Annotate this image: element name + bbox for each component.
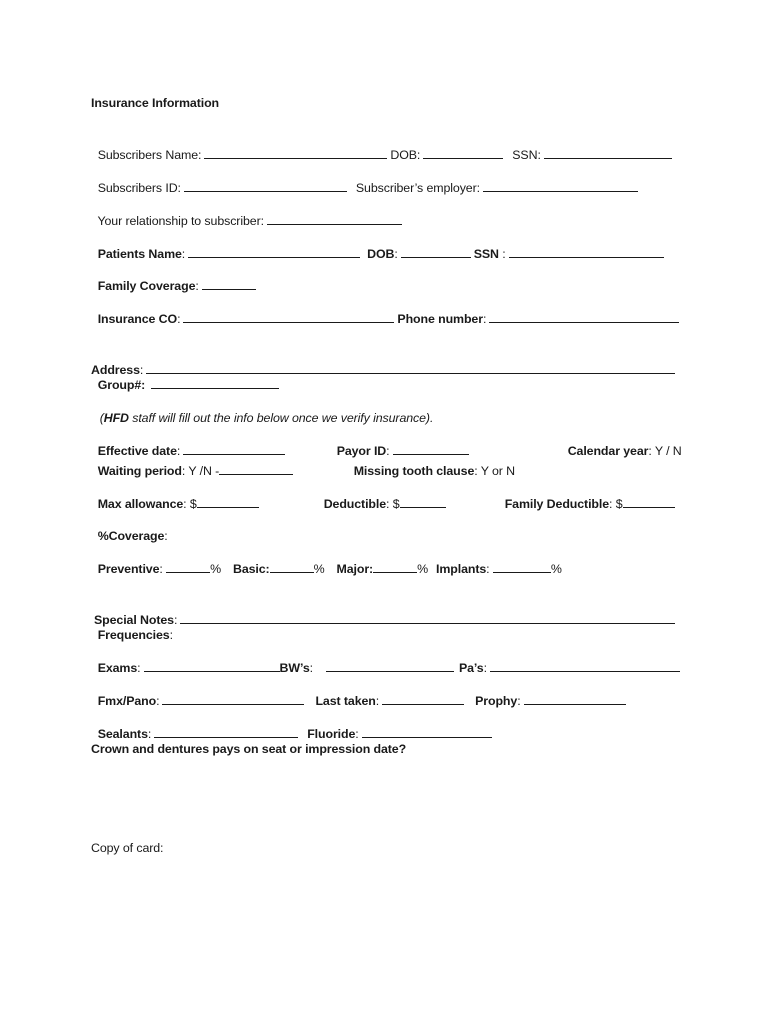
staff-note: (HFD staff will fill out the info below once we verify insurance).: [99, 411, 434, 425]
patient-ssn-field[interactable]: [509, 245, 664, 258]
subscribers-id-label: Subscribers ID:: [97, 181, 181, 195]
fmx-pano-field[interactable]: [162, 692, 304, 705]
patients-name-label: Patients Name: [97, 247, 182, 261]
major-field[interactable]: [373, 560, 417, 573]
max-allowance-group: Max allowance: $: [91, 477, 262, 495]
patient-row: Patients Name: DOB: SSN :: [91, 227, 675, 245]
deductible-group: Deductible: $: [317, 477, 449, 495]
pas-field[interactable]: [490, 659, 680, 672]
deductible-field[interactable]: [400, 495, 446, 508]
basic-label: Basic:: [232, 562, 270, 576]
max-allowance-field[interactable]: [197, 495, 259, 508]
special-notes-row: Special Notes :: [94, 575, 675, 593]
ssn-field[interactable]: [544, 146, 672, 159]
effective-date-label: Effective date: [97, 444, 177, 458]
missing-tooth-label: Missing tooth clause: [353, 464, 475, 478]
prophy-field[interactable]: [524, 692, 626, 705]
family-deductible-group: Family Deductible: $: [498, 477, 678, 495]
implants-label: Implants: [436, 562, 487, 576]
coverage-percent-row: Preventive: % Basic: % Major: % Implants: %: [97, 562, 562, 576]
group-label: Group#:: [97, 378, 146, 392]
fmx-row: Fmx/Pano: Last taken: Prophy:: [91, 674, 675, 692]
fluoride-label: Fluoride: [307, 727, 356, 741]
calendar-year-label: Calendar year: [567, 444, 649, 458]
patient-dob-label: DOB: [367, 247, 395, 261]
deductible-label: Deductible: [323, 497, 387, 511]
basic-field[interactable]: [270, 560, 314, 573]
copy-of-card-label: Copy of card:: [91, 841, 164, 855]
family-coverage-row: Family Coverage:: [91, 259, 675, 277]
subscriber-id-row: [91, 161, 675, 195]
subscriber-employer-label: Subscriber’s employer:: [355, 181, 480, 195]
pas-label: Pa’s: [458, 661, 484, 675]
frequencies-row: Frequencies:: [97, 628, 173, 642]
phone-number-label: Phone number: [397, 312, 483, 326]
sealants-row: Sealants: Fluoride:: [91, 707, 675, 725]
implants-field[interactable]: [493, 560, 551, 573]
insurance-co-label: Insurance CO: [97, 312, 178, 326]
subscriber-employer-field[interactable]: [483, 179, 638, 192]
dob-field[interactable]: [423, 146, 503, 159]
coverage-row: %Coverage:: [97, 529, 168, 543]
group-row: [91, 358, 675, 392]
exams-label: Exams: [97, 661, 138, 675]
subscribers-name-field[interactable]: [204, 146, 387, 159]
family-coverage-label: Family Coverage: [97, 279, 196, 293]
payor-id-group: Payor ID:: [330, 424, 472, 442]
ssn-label: SSN:: [512, 148, 541, 162]
coverage-label: %Coverage: [97, 529, 165, 543]
bws-field[interactable]: [326, 659, 454, 672]
missing-tooth-value[interactable]: Y or N: [480, 464, 515, 478]
prophy-label: Prophy: [475, 694, 518, 708]
relationship-row: [91, 194, 675, 228]
waiting-period-label: Waiting period: [97, 464, 182, 478]
relationship-label: Your relationship to subscriber:: [97, 214, 264, 228]
effective-date-group: Effective date:: [91, 424, 288, 442]
patient-dob-field[interactable]: [401, 245, 471, 258]
bws-label: BW’s: [279, 661, 310, 675]
group-field[interactable]: [151, 376, 279, 389]
form-title: Insurance Information: [91, 96, 220, 110]
exams-field[interactable]: [144, 659, 280, 672]
waiting-period-field[interactable]: [219, 462, 293, 475]
special-notes-label: Special Notes: [94, 613, 174, 627]
relationship-field[interactable]: [267, 212, 402, 225]
missing-tooth-group: Missing tooth clause: Y or N: [353, 464, 515, 478]
max-allowance-label: Max allowance: [97, 497, 184, 511]
calendar-year-value[interactable]: Y / N: [654, 444, 682, 458]
preventive-field[interactable]: [166, 560, 210, 573]
address-label: Address: [91, 363, 140, 377]
payor-id-label: Payor ID: [336, 444, 387, 458]
insurance-co-row: Insurance CO: Phone number:: [91, 292, 675, 310]
family-coverage-field[interactable]: [202, 277, 256, 290]
fluoride-field[interactable]: [362, 725, 492, 738]
last-taken-label: Last taken: [315, 694, 376, 708]
subscriber-row: [91, 128, 675, 162]
subscribers-id-field[interactable]: [184, 179, 347, 192]
subscribers-name-label: Subscribers Name:: [97, 148, 202, 162]
patients-name-field[interactable]: [188, 245, 360, 258]
sealants-field[interactable]: [154, 725, 298, 738]
patient-ssn-label: SSN: [473, 247, 499, 261]
calendar-year-group: Calendar year: Y / N: [567, 444, 682, 458]
address-row: Address :: [91, 325, 675, 343]
frequencies-label: Frequencies: [97, 628, 170, 642]
sealants-label: Sealants: [97, 727, 148, 741]
waiting-period-value[interactable]: Y /N -: [188, 464, 220, 478]
last-taken-field[interactable]: [382, 692, 464, 705]
fmx-pano-label: Fmx/Pano: [97, 694, 157, 708]
insurance-co-field[interactable]: [183, 310, 394, 323]
family-deductible-label: Family Deductible: [504, 497, 610, 511]
family-deductible-field[interactable]: [623, 495, 675, 508]
major-label: Major:: [336, 562, 374, 576]
waiting-period-group: Waiting period: Y /N -: [91, 444, 296, 462]
crown-dentures-question: Crown and dentures pays on seat or impression date?: [91, 742, 407, 756]
phone-number-field[interactable]: [489, 310, 679, 323]
preventive-label: Preventive: [97, 562, 160, 576]
exams-row: Exams: BW’s: Pa’s:: [91, 641, 675, 659]
dob-label: DOB:: [390, 148, 421, 162]
